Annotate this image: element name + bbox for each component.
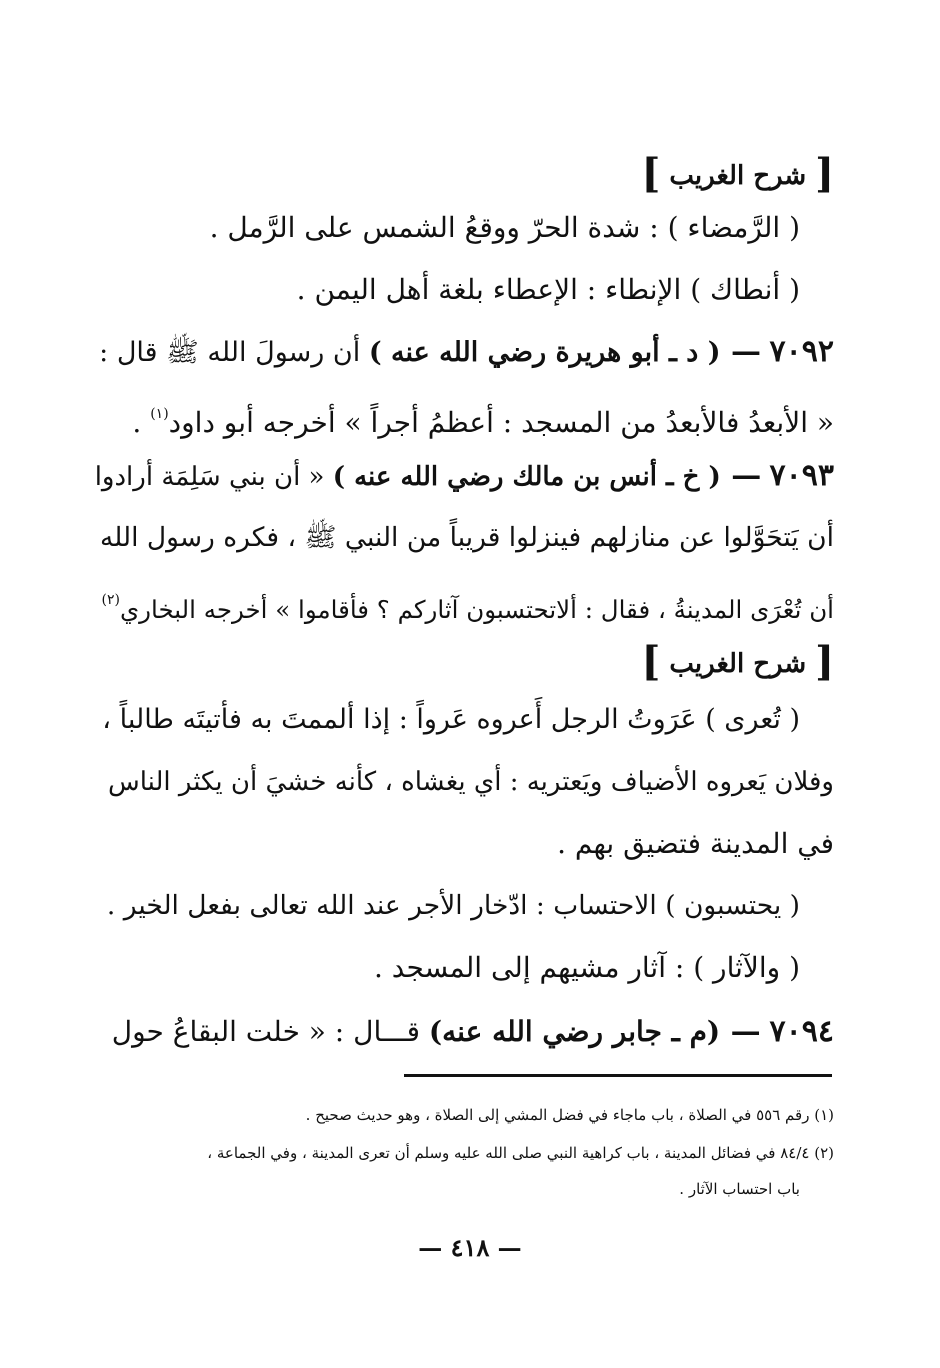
hadith-source: ( د ـ أبو هريرة رضي الله عنه ) bbox=[368, 337, 721, 368]
section-heading-gharib-2: [ شرح الغريب ] bbox=[641, 638, 834, 685]
hadith-source: ( خ ـ أنس بن مالك رضي الله عنه ) bbox=[332, 462, 721, 492]
hadith-text: « الأبعدُ فالأبعدُ من المسجد : أعظمُ أجراً » أخرجه أبو داود bbox=[168, 406, 834, 439]
footnote-marker: (٢) bbox=[101, 592, 120, 608]
footnote-2-line-2: باب احتساب الآثار . bbox=[679, 1180, 800, 1198]
hadith-7092-line-2: « الأبعدُ فالأبعدُ من المسجد : أعظمُ أجراً » أخرجه أبو داود$^{(١)}$ . bbox=[132, 406, 834, 439]
hadith-7093-line-1: ٧٠٩٣ — ( خ ـ أنس بن مالك رضي الله عنه ) « أن بني سَلِمَة أرادوا bbox=[94, 458, 834, 493]
footnote-2-line-1: (٢) ٨٤/٤ في فضائل المدينة ، باب كراهية النبي صلى الله عليه وسلم أن تعرى المدينة ، وفي الجماعة ، bbox=[207, 1144, 834, 1162]
gloss-tura-line-2: وفلان يَعروه الأضياف ويَعتريه : أي يغشاه ، كأنه خشيَ أن يكثر الناس bbox=[107, 767, 834, 797]
page-number: — ٤١٨ — bbox=[418, 1233, 522, 1262]
hadith-text: أن رسولَ الله ﷺ قال : bbox=[99, 337, 361, 368]
gloss-yahtasibun: ( يحتسبون ) الاحتساب : ادّخار الأجر عند الله تعالى بفعل الخير . bbox=[106, 890, 800, 921]
hadith-source: (م ـ جابر رضي الله عنه) bbox=[428, 1015, 721, 1048]
hadith-7094-line-1: ٧٠٩٤ — (م ـ جابر رضي الله عنه) قـــال : « خلت البقاعُ حول bbox=[111, 1014, 834, 1049]
footnote-marker: (١) bbox=[150, 406, 169, 422]
hadith-7093-line-2: أن يَتحَوَّلوا عن منازلهم فينزلوا قريباً من النبي ﷺ ، فكره رسول الله bbox=[100, 522, 834, 553]
section-heading-text: شرح الغريب bbox=[669, 161, 807, 191]
hadith-text: « أن بني سَلِمَة أرادوا bbox=[94, 462, 325, 492]
hadith-number: ٧٠٩٢ bbox=[769, 334, 834, 369]
hadith-text: قـــال : « خلت البقاعُ حول bbox=[111, 1015, 421, 1048]
hadith-number: ٧٠٩٣ bbox=[769, 458, 834, 493]
section-heading-text: شرح الغريب bbox=[669, 649, 807, 679]
footnote-1: (١) رقم ٥٥٦ في الصلاة ، باب ماجاء في فضل المشي إلى الصلاة ، وهو حديث صحيح . bbox=[305, 1106, 834, 1124]
hadith-7093-line-3 bbox=[96, 570, 834, 630]
section-heading-gharib: [ شرح الغريب ] bbox=[641, 150, 834, 197]
hadith-number: ٧٠٩٤ bbox=[769, 1014, 834, 1049]
gloss-antak: ( أنطاك ) الإنطاء : الإعطاء بلغة أهل اليمن . bbox=[296, 273, 800, 306]
footnote-divider bbox=[404, 1074, 832, 1077]
hadith-text: أن تُعْرَى المدينةُ ، فقال : ألاتحتسبون آثاركم ؟ فأقاموا » أخرجه البخاري bbox=[120, 595, 834, 624]
hadith-7092-line-1: ٧٠٩٢ — ( د ـ أبو هريرة رضي الله عنه ) أن رسولَ الله ﷺ قال : bbox=[99, 334, 834, 369]
gloss-tura-line-3: في المدينة فتضيق بهم . bbox=[557, 827, 834, 860]
gloss-athar: ( والآثار ) : آثار مشيهم إلى المسجد . bbox=[374, 951, 800, 984]
gloss-ramda: ( الرَّمضاء ) : شدة الحرّ ووقعُ الشمس على الرَّمل . bbox=[209, 211, 800, 244]
gloss-tura-line-1: ( تُعرى ) عَرَوتُ الرجل أَعروه عَرواً : إذا ألممتَ به فأتيتَه طالباً ، bbox=[102, 704, 800, 735]
